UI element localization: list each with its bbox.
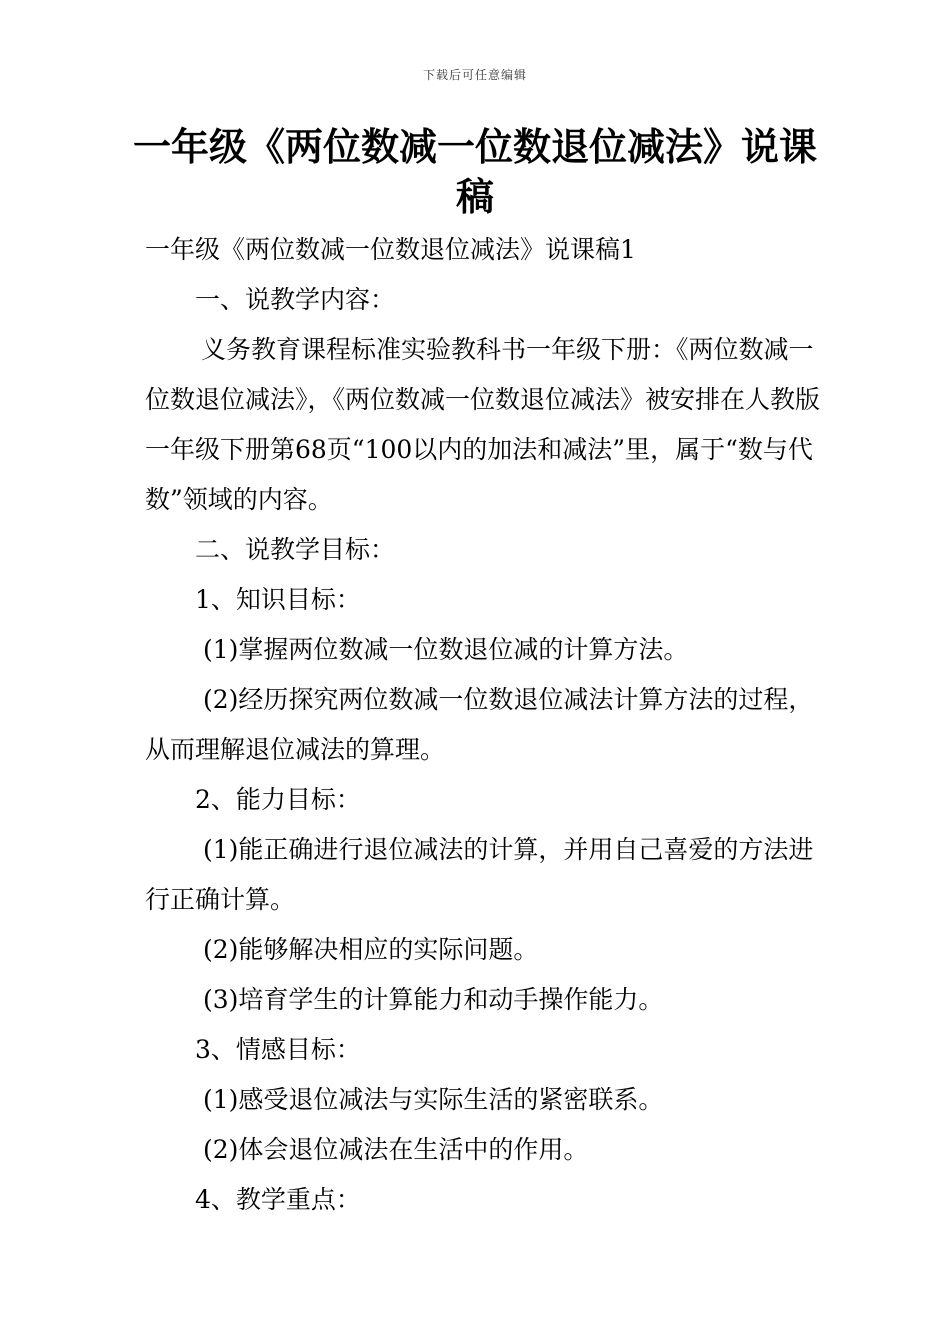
paragraph: (3)培育学生的计算能力和动手操作能力。 xyxy=(203,985,664,1014)
paragraph: 1、知识目标： xyxy=(195,585,361,614)
paragraph: (1)感受退位减法与实际生活的紧密联系。 xyxy=(203,1085,664,1114)
paragraph: 2、能力目标： xyxy=(195,785,361,814)
paragraph: (2)体会退位减法在生活中的作用。 xyxy=(203,1135,589,1164)
paragraph: 4、教学重点： xyxy=(195,1185,361,1214)
paragraph: (2)经历探究两位数减一位数退位减法计算方法的过程，从而理解退位减法的算理。 xyxy=(145,685,814,764)
paragraph: 一年级《两位数减一位数退位减法》说课稿1 xyxy=(145,235,636,264)
paragraph: 3、情感目标： xyxy=(195,1035,361,1064)
paragraph: (1)掌握两位数减一位数退位减的计算方法。 xyxy=(203,635,689,664)
paragraph: (1)能正确进行退位减法的计算，并用自己喜爱的方法进行正确计算。 xyxy=(145,835,814,914)
paragraph: 一、说教学内容： xyxy=(195,285,396,314)
paragraph: (2)能够解决相应的实际问题。 xyxy=(203,935,539,964)
document-body xyxy=(145,225,835,1225)
page-header-note: 下载后可任意编辑 xyxy=(422,68,527,82)
document-title: 一年级《两位数减一位数退位减法》说课稿 xyxy=(132,125,817,219)
paragraph: 义务教育课程标准实验教科书一年级下册：《两位数减一位数退位减法》，《两位数减一位数退位减法》被安排在人教版一年级下册第68页“100以内的加法和减法”里，属于“数与代数”领域的内容。 xyxy=(145,335,821,514)
paragraph: 二、说教学目标： xyxy=(195,535,396,564)
